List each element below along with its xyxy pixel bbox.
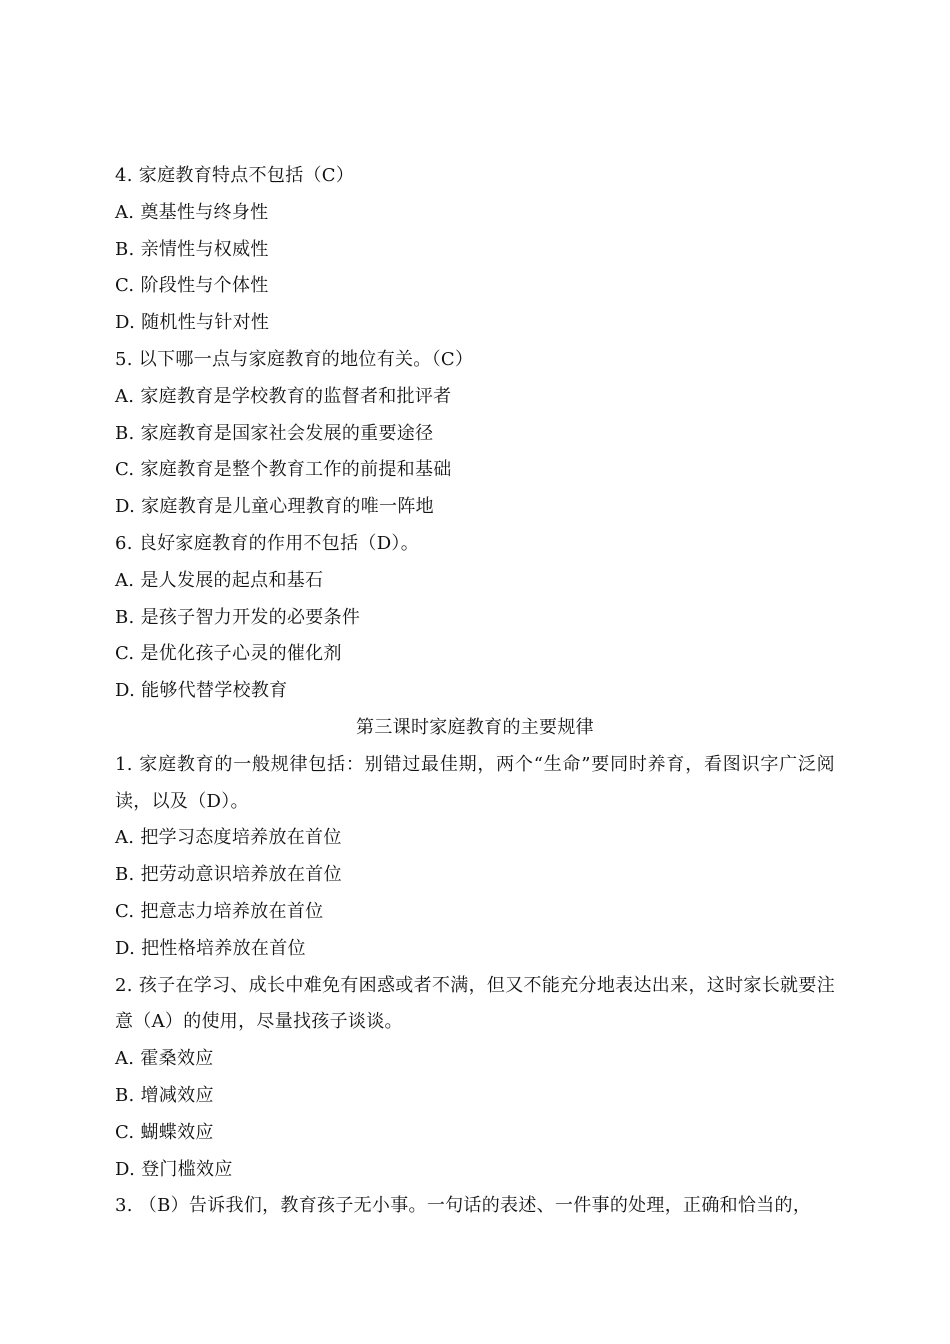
section2-option-1d: D. 把性格培养放在首位 [115, 937, 306, 959]
option-6c: C. 是优化孩子心灵的催化剂 [115, 643, 342, 665]
section2-option-1b: B. 把劳动意识培养放在首位 [115, 864, 342, 886]
option-6b: B. 是孩子智力开发的必要条件 [115, 606, 361, 628]
option-5c: C. 家庭教育是整个教育工作的前提和基础 [115, 459, 452, 481]
option-5a: A. 家庭教育是学校教育的监督者和批评者 [115, 385, 452, 407]
section2-question-3: 3. （B）告诉我们，教育孩子无小事。一句话的表述、一件事的处理，正确和恰当的， [115, 1195, 812, 1217]
option-4c: C. 阶段性与个体性 [115, 275, 269, 297]
option-4d: D. 随机性与针对性 [115, 312, 270, 334]
section2-option-1c: C. 把意志力培养放在首位 [115, 900, 324, 922]
section2-question-1: 1. 家庭教育的一般规律包括：别错过最佳期，两个“生命”要同时养育，看图识字广泛阅读，以及（D）。 [115, 753, 835, 812]
section2-option-2c: C. 蝴蝶效应 [115, 1121, 214, 1143]
option-5d: D. 家庭教育是儿童心理教育的唯一阵地 [115, 496, 434, 518]
option-4a: A. 奠基性与终身性 [115, 201, 269, 223]
question-4: 4. 家庭教育特点不包括（C） [115, 165, 355, 186]
question-5: 5. 以下哪一点与家庭教育的地位有关。（C） [115, 348, 474, 370]
document-page [115, 158, 835, 1225]
section2-option-2a: A. 霍桑效应 [115, 1048, 214, 1070]
section2-option-1a: A. 把学习态度培养放在首位 [115, 827, 342, 849]
option-6a: A. 是人发展的起点和基石 [115, 569, 324, 591]
section-heading: 第三课时家庭教育的主要规律 [356, 716, 594, 738]
section2-option-2d: D. 登门槛效应 [115, 1158, 233, 1180]
option-5b: B. 家庭教育是国家社会发展的重要途径 [115, 422, 434, 444]
option-4b: B. 亲情性与权威性 [115, 238, 269, 260]
option-6d: D. 能够代替学校教育 [115, 680, 288, 702]
section2-option-2b: B. 增减效应 [115, 1084, 214, 1106]
section2-question-2: 2. 孩子在学习、成长中难免有困惑或者不满，但又不能充分地表达出来，这时家长就要注意（A）的使用，尽量找孩子谈谈。 [115, 974, 835, 1033]
question-6: 6. 良好家庭教育的作用不包括（D）。 [115, 532, 420, 554]
